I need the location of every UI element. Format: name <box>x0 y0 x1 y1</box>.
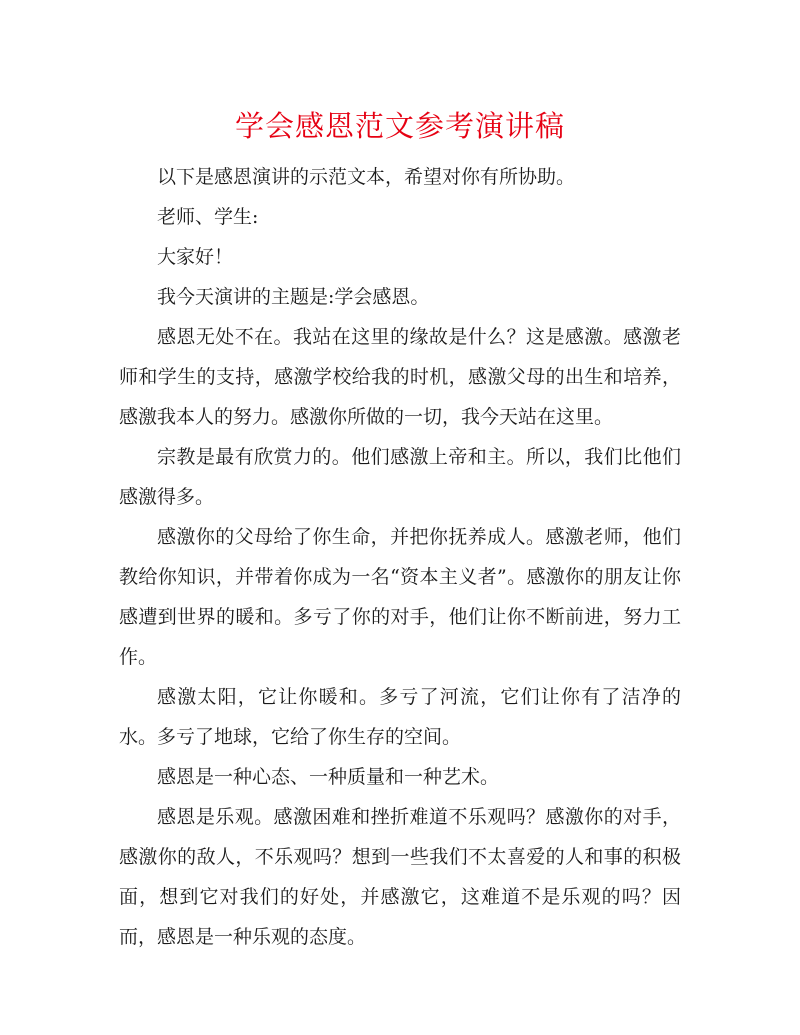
paragraph-salutation: 老师、学生: <box>157 206 259 228</box>
paragraph-body: 感恩无处不在。我站在这里的缘故是什么？这是感激。感激老师和学生的支持，感激学校给我的时机，感激父母的出生和培养，感激我本人的努力。感激你所做的一切，我今天站在这里。 <box>119 326 681 428</box>
paragraph-body: 感恩是一种心态、一种质量和一种艺术。 <box>157 766 500 788</box>
document-title: 学会感恩范文参考演讲稿 <box>234 109 565 143</box>
paragraph-body: 感恩是乐观。感激困难和挫折难道不乐观吗？感激你的对手，感激你的敌人，不乐观吗？想到一些我们不太喜爱的人和事的积极面，想到它对我们的好处，并感激它，这难道不是乐观的吗？因而，感恩是一种乐观的态度。 <box>119 806 681 948</box>
paragraph-body: 感激太阳，它让你暖和。多亏了河流，它们让你有了洁净的水。多亏了地球，它给了你生存的空间。 <box>119 686 681 748</box>
paragraph-body: 感激你的父母给了你生命，并把你抚养成人。感激老师，他们教给你知识，并带着你成为一名“资本主义者”。感激你的朋友让你感遭到世界的暖和。多亏了你的对手，他们让你不断前进，努力工作。 <box>119 526 681 668</box>
paragraph-topic: 我今天演讲的主题是:学会感恩。 <box>157 286 430 308</box>
paragraph-body: 宗教是最有欣赏力的。他们感激上帝和主。所以，我们比他们感激得多。 <box>119 446 681 508</box>
paragraph-greeting: 大家好！ <box>157 246 234 268</box>
document-body <box>119 157 681 957</box>
paragraph-intro: 以下是感恩演讲的示范文本，希望对你有所协助。 <box>157 166 576 188</box>
